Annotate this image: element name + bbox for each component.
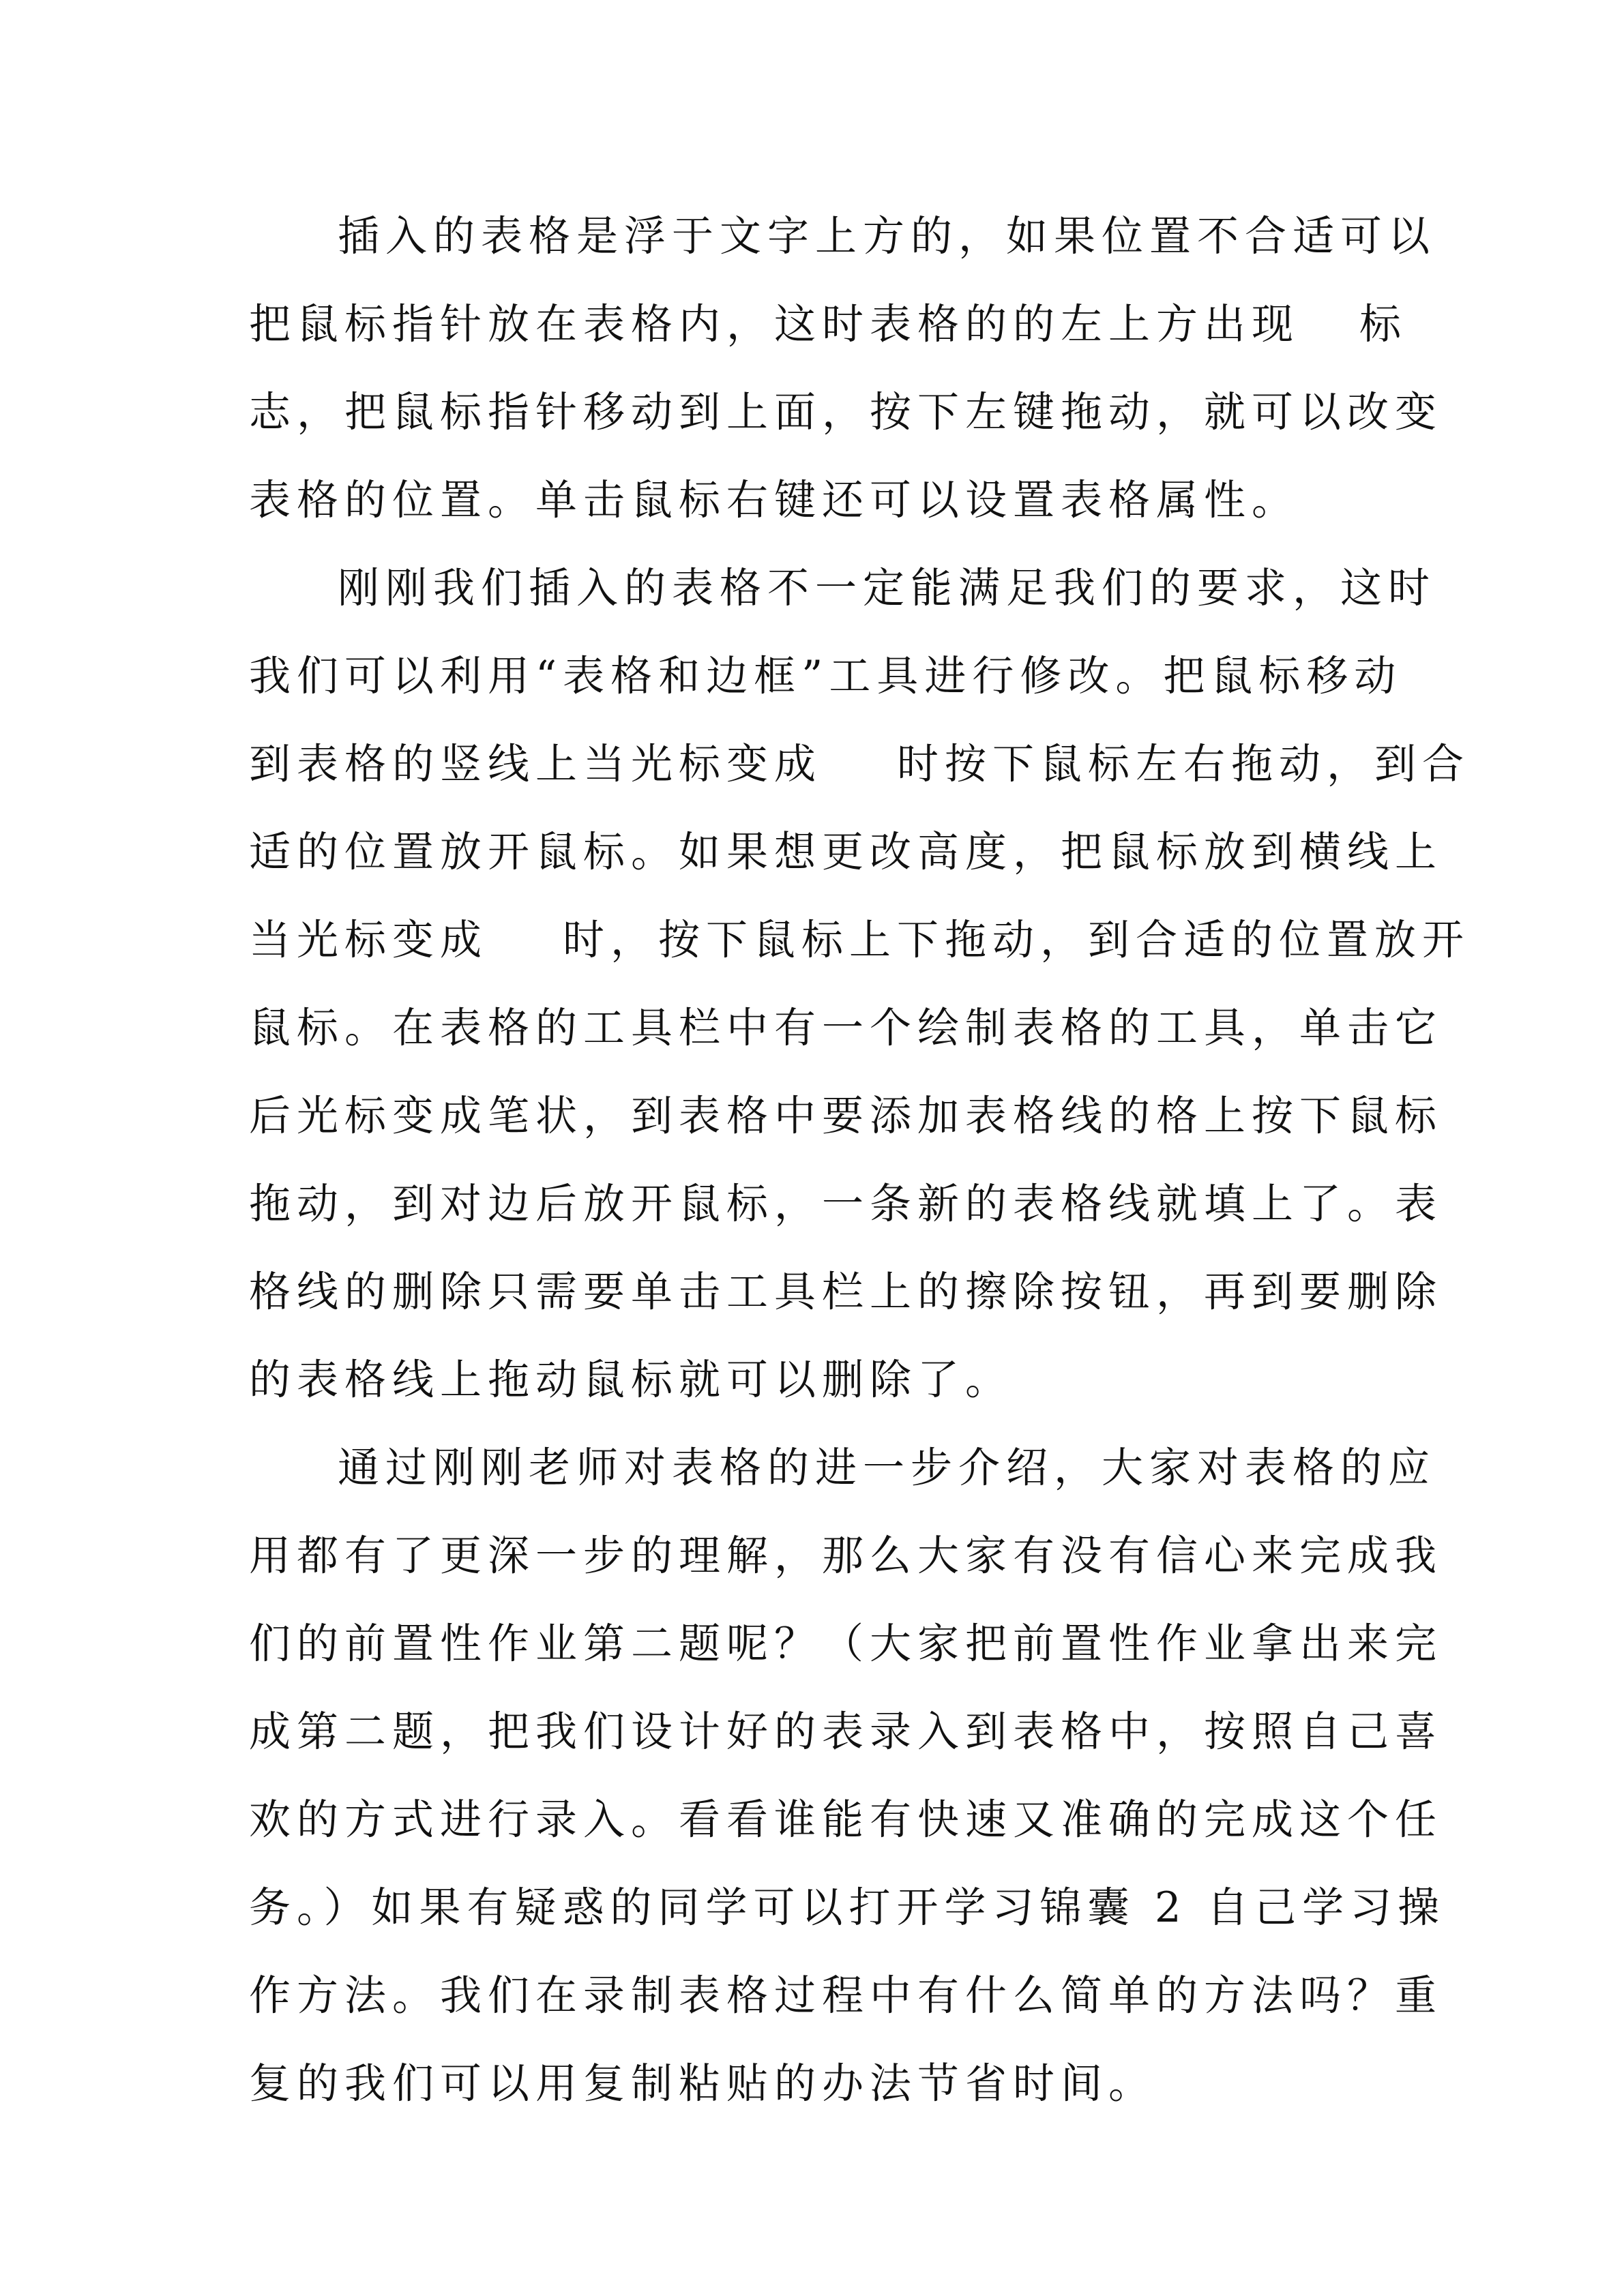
text-line	[249, 1336, 1374, 1424]
text-line	[249, 808, 1443, 896]
text-line-content: 欢的方式进行录入。看看谁能有快速又准确的完成这个任	[249, 1795, 1443, 1844]
text-line-content: 用都有了更深一步的理解，那么大家有没有信心来完成我	[249, 1532, 1443, 1580]
text-line	[249, 544, 1436, 632]
text-line-content: 的表格线上拖动鼠标就可以删除了。	[249, 1356, 1014, 1404]
paragraph-1	[249, 192, 1443, 544]
text-line-content: 时按下鼠标左右拖动，到合	[897, 740, 1471, 788]
text-line-content: 志，把鼠标指针移动到上面，按下左键拖动，就可以改变	[249, 388, 1443, 436]
text-line	[249, 2040, 1374, 2128]
text-line	[249, 368, 1443, 456]
paragraph-2	[249, 544, 1471, 1424]
text-line	[249, 456, 1374, 544]
text-line-content: 复的我们可以用复制粘贴的办法节省时间。	[249, 2059, 1157, 2108]
text-line-content: 后光标变成笔状，到表格中要添加表格线的格上按下鼠标	[249, 1092, 1443, 1140]
text-line-content: 插入的表格是浮于文字上方的，如果位置不合适可以	[338, 212, 1436, 260]
text-line-content: 时，按下鼠标上下拖动，到合适的位置放开	[563, 916, 1471, 964]
text-line-content: 成第二题，把我们设计好的表录入到表格中，按照自己喜	[249, 1708, 1443, 1756]
text-line	[249, 1600, 1443, 1688]
text-line-content: 当光标变成	[249, 916, 488, 964]
text-line	[249, 720, 1471, 808]
text-line-content: 通过刚刚老师对表格的进一步介绍，大家对表格的应	[338, 1444, 1436, 1492]
text-line	[249, 1248, 1443, 1336]
text-line-content: 格线的删除只需要单击工具栏上的擦除按钮，再到要删除	[249, 1268, 1443, 1316]
text-line-content: 刚刚我们插入的表格不一定能满足我们的要求，这时	[338, 564, 1436, 612]
inline-image-placeholder	[488, 953, 563, 954]
text-line	[249, 1776, 1443, 1864]
text-line	[249, 1952, 1443, 2040]
text-line-content: 鼠标。在表格的工具栏中有一个绘制表格的工具，单击它	[249, 1004, 1443, 1052]
text-line	[249, 192, 1436, 280]
text-line	[249, 984, 1443, 1072]
text-line-content: 标	[1359, 300, 1408, 348]
text-line	[249, 1864, 1446, 1952]
text-line	[249, 1072, 1443, 1160]
text-line	[249, 1512, 1443, 1600]
text-line-content: 到表格的竖线上当光标变成	[249, 740, 823, 788]
paragraph-3	[249, 1424, 1446, 2128]
text-line	[249, 632, 1402, 720]
text-line-content: 我们可以利用“表格和边框”工具进行修改。把鼠标移动	[249, 652, 1402, 700]
inline-image-placeholder	[822, 777, 897, 778]
text-line	[249, 896, 1471, 984]
text-line	[249, 280, 1408, 368]
text-line-content: 拖动，到对边后放开鼠标，一条新的表格线就填上了。表	[249, 1180, 1443, 1228]
text-line-content: 们的前置性作业第二题呢？（大家把前置性作业拿出来完	[249, 1620, 1443, 1668]
text-line-content: 务。）如果有疑惑的同学可以打开学习锦囊 2 自己学习操	[249, 1883, 1446, 1932]
text-line	[249, 1160, 1443, 1248]
text-line-content: 把鼠标指针放在表格内，这时表格的的左上方出现	[249, 300, 1300, 348]
text-line-content: 作方法。我们在录制表格过程中有什么简单的方法吗？重	[249, 1971, 1443, 2020]
text-line	[249, 1424, 1436, 1512]
text-line-content: 表格的位置。单击鼠标右键还可以设置表格属性。	[249, 476, 1300, 524]
text-line	[249, 1688, 1443, 1776]
document-body	[249, 192, 1471, 2128]
text-line-content: 适的位置放开鼠标。如果想更改高度，把鼠标放到横线上	[249, 828, 1443, 876]
